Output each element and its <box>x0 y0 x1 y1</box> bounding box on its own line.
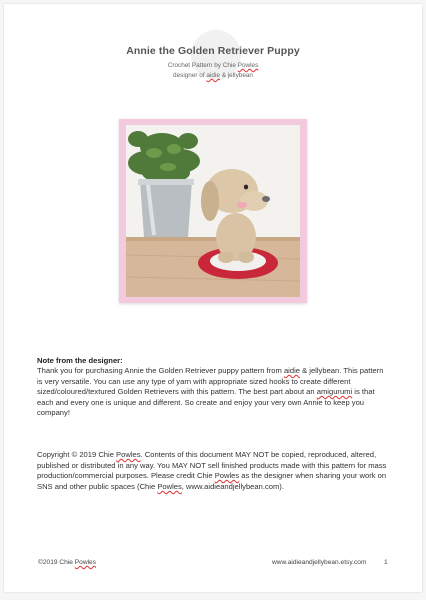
pattern-title: Annie the Golden Retriever Puppy <box>126 45 300 57</box>
page-number: 1 <box>384 559 388 566</box>
footer-copyright: ©2019 Chie Powles <box>38 559 97 566</box>
footer-url-link[interactable]: www.aidieandjellybean.etsy.com <box>272 559 367 566</box>
designer-line: designer of aidie & jellybean <box>173 72 253 79</box>
note-heading: Note from the designer: <box>37 356 123 365</box>
pdf-page <box>4 4 422 592</box>
puppy-photo <box>126 125 300 297</box>
pattern-byline: Crochet Pattern by Chie Powles <box>167 62 259 69</box>
puppy-photo-illustration <box>126 125 300 297</box>
photo-frame <box>119 119 307 303</box>
note-paragraph-thanks: Thank you for purchasing Annie the Golden Retriever puppy pattern from aidie & jellybean. This pattern is very versatile. You can use any type of yarn with appropriate sized hooks to create different sized/coloured/textured Golden Retrievers with this pattern. The best part about an amigurumi is that each and every one is unique and different. So create and enjoy your very own Annie to keep you company! <box>37 366 384 418</box>
copyright-paragraph: Copyright © 2019 Chie Powles. Contents of this document MAY NOT be copied, reproduced, altered, published or distributed in any way. You MAY NOT sell finished products made with this pattern for mass production/commercial purposes. Please credit Chie Powles as the designer when sharing your work on SNS and other public spaces (Chie Powles, www.aidieandjellybean.com). <box>37 450 387 491</box>
